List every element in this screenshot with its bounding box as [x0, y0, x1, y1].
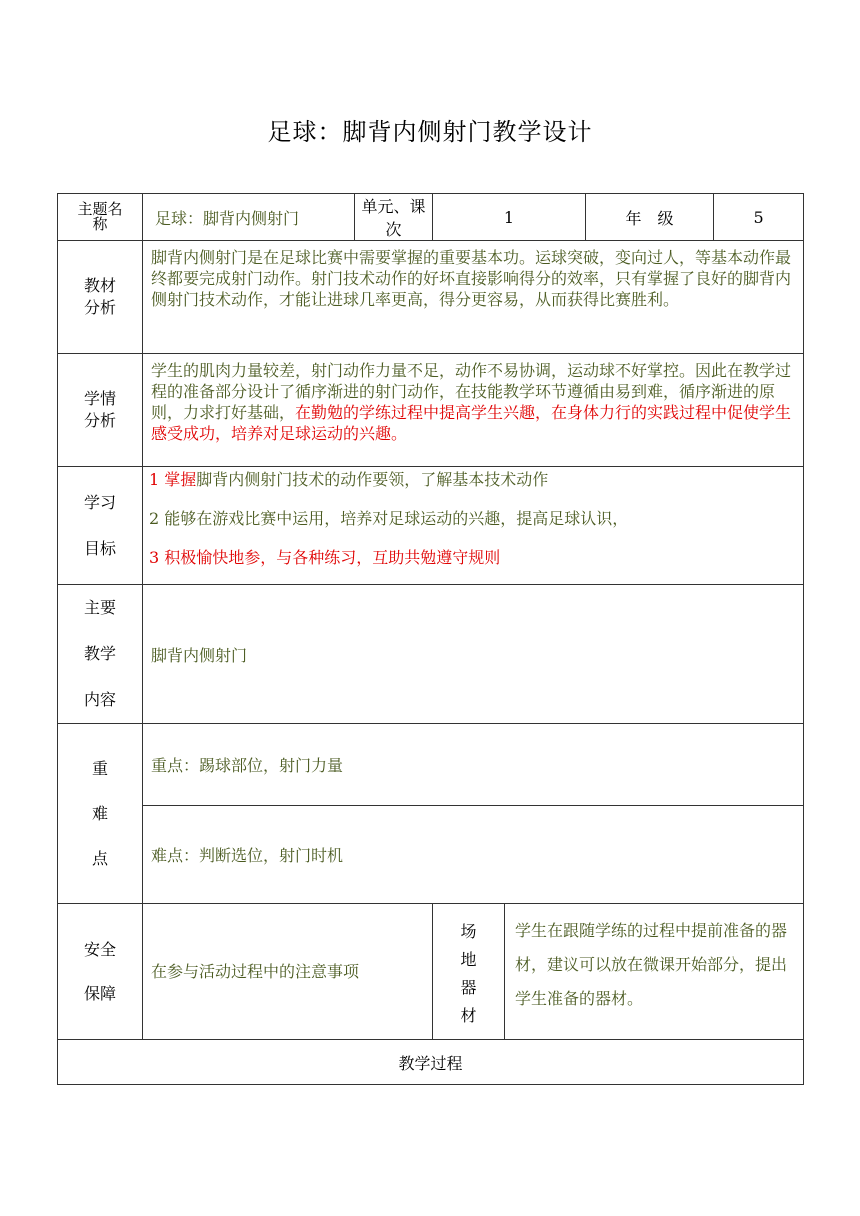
content-text: 脚背内侧射门 — [143, 585, 804, 724]
learner-text-highlight: 在勤勉的学练过程中提高学生兴趣，在身体力行的实践过程中促使学生感受成功，培养对足球运动的兴趣。 — [151, 403, 792, 443]
learner-text — [143, 354, 804, 467]
grade-label: 年 级 — [586, 194, 714, 241]
goals-label: 学习 目标 — [58, 467, 143, 585]
lesson-plan-table — [57, 193, 804, 1085]
keypoints-label: 重 难 点 — [58, 724, 143, 904]
header-row — [58, 194, 804, 241]
learner-row — [58, 354, 804, 467]
learner-text-normal: 学生的肌肉力量较差，射门动作力量不足，动作不易协调，运动球不好掌控。因此在教学过程的准备部分设计了循序渐进的射门动作，在技能教学环节遵循由易到难，循序渐进的原则，力求打好基础， — [151, 361, 792, 422]
unit-value: 1 — [433, 194, 586, 241]
document-title: 足球：脚背内侧射门教学设计 — [267, 118, 593, 146]
topic-label-cell — [58, 194, 143, 241]
content-label: 主要 教学 内容 — [58, 585, 143, 724]
goals-cell — [143, 467, 804, 585]
safety-label: 安全 保障 — [58, 904, 143, 1040]
process-label: 教学过程 — [58, 1040, 804, 1085]
goal-3: 3 积极愉快地参，与各种练习，互助共勉遵守规则 — [149, 548, 501, 567]
topic-label: 主题名 称 — [77, 200, 123, 233]
safety-row — [58, 904, 804, 1040]
difficult-row — [58, 806, 804, 904]
goal-1: 1 掌握脚背内侧射门技术的动作要领，了解基本技术动作 — [149, 470, 549, 489]
content-row — [58, 585, 804, 724]
material-label: 教材 分析 — [58, 241, 143, 354]
learner-label: 学情 分析 — [58, 354, 143, 467]
keypoint-row — [58, 724, 804, 806]
key-point-text: 重点：踢球部位，射门力量 — [143, 724, 804, 806]
grade-value: 5 — [714, 194, 804, 241]
difficult-point-text: 难点：判断选位，射门时机 — [143, 806, 804, 904]
venue-label: 场 地 器 材 — [433, 904, 505, 1040]
material-text: 脚背内侧射门是在足球比赛中需要掌握的重要基本功。运球突破，变向过人，等基本动作最终都要完成射门动作。射门技术动作的好坏直接影响得分的效率，只有掌握了良好的脚背内侧射门技术动作，才能让进球几率更高，得分更容易，从而获得比赛胜利。 — [143, 241, 804, 354]
venue-text: 学生在跟随学练的过程中提前准备的器材，建议可以放在微课开始部分，提出学生准备的器材。 — [505, 904, 804, 1040]
safety-text: 在参与活动过程中的注意事项 — [143, 904, 433, 1040]
topic-value: 足球：脚背内侧射门 — [143, 194, 355, 241]
process-row — [58, 1040, 804, 1085]
unit-label: 单元、课次 — [355, 194, 433, 241]
goals-row — [58, 467, 804, 585]
material-row — [58, 241, 804, 354]
goal-2: 2 能够在游戏比赛中运用，培养对足球运动的兴趣，提高足球认识， — [149, 509, 629, 528]
